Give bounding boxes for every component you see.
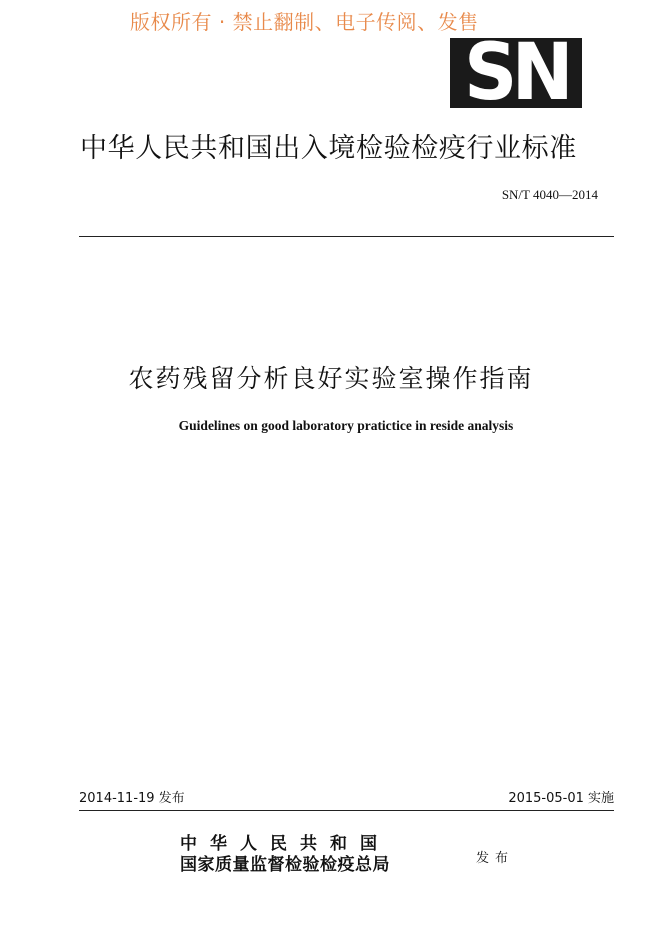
authority-heading: 中华人民共和国出入境检验检疫行业标准	[80, 133, 577, 164]
implementation-date: 2015-05-01 实施	[508, 791, 614, 806]
bottom-divider	[79, 810, 614, 811]
standard-number: SN/T 4040—2014	[501, 187, 598, 202]
logo-text: SN	[464, 38, 568, 108]
document-title-cn: 农药残留分析良好实验室操作指南	[128, 364, 534, 393]
issuer-agency: 国家质量监督检验检疫总局	[180, 855, 390, 875]
sn-logo	[450, 38, 582, 108]
top-divider	[79, 236, 614, 237]
issuer-country: 中华人民共和国	[180, 834, 390, 854]
copyright-watermark: 版权所有 · 禁止翻制、电子传阅、发售	[130, 10, 479, 34]
issuer-block	[180, 834, 390, 876]
document-title-en: Guidelines on good laboratory pratictice in reside analysis	[178, 418, 514, 433]
issue-date: 2014-11-19 发布	[79, 791, 185, 806]
publish-label: 发布	[476, 851, 515, 866]
